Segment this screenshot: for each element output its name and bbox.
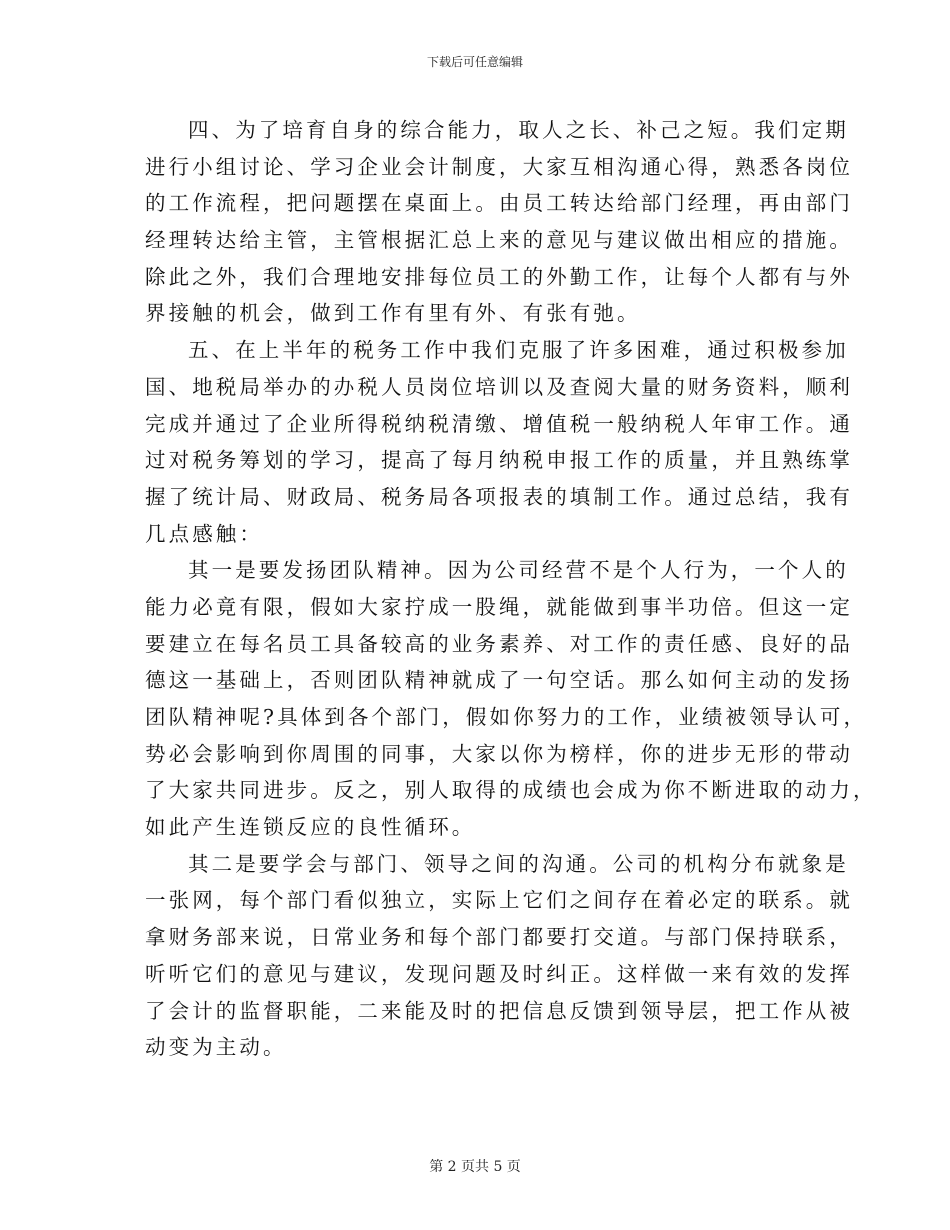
text-line: 的工作流程，把问题摆在桌面上。由员工转达给部门经理，再由部门 xyxy=(145,191,853,216)
text-line: 如此产生连锁反应的良性循环。 xyxy=(145,815,476,840)
text-line: 德这一基础上，否则团队精神就成了一句空话。那么如何主动的发扬 xyxy=(145,668,853,693)
text-line: 国、地税局举办的办税人员岗位培训以及查阅大量的财务资料，顺利 xyxy=(145,374,853,399)
text-line: 一张网，每个部门看似独立，实际上它们之间存在着必定的联系。就 xyxy=(145,888,853,913)
paragraph-4 xyxy=(145,112,853,332)
text-line: 势必会影响到你周围的同事，大家以你为榜样，你的进步无形的带动 xyxy=(145,741,853,766)
text-line: 听听它们的意见与建议，发现问题及时纠正。这样做一来有效的发挥 xyxy=(145,961,853,986)
text-line: 经理转达给主管，主管根据汇总上来的意见与建议做出相应的措施。 xyxy=(145,228,853,253)
page-footer: 第 2 页共 5 页 xyxy=(429,1159,521,1175)
text-line: 五、在上半年的税务工作中我们克服了许多困难，通过积极参加 xyxy=(188,338,849,363)
text-line: 过对税务筹划的学习，提高了每月纳税申报工作的质量，并且熟练掌 xyxy=(145,448,853,473)
text-line: 了大家共同进步。反之，别人取得的成绩也会成为你不断进取的动力， xyxy=(145,778,877,803)
text-line: 了会计的监督职能，二来能及时的把信息反馈到领导层，把工作从被 xyxy=(145,998,853,1023)
text-line: 拿财务部来说，日常业务和每个部门都要打交道。与部门保持联系， xyxy=(145,925,853,950)
text-line: 要建立在每名员工具备较高的业务素养、对工作的责任感、良好的品 xyxy=(145,631,853,656)
text-line: 团队精神呢?具体到各个部门，假如你努力的工作，业绩被领导认可， xyxy=(145,705,868,729)
text-line: 除此之外，我们合理地安排每位员工的外勤工作，让每个人都有与外 xyxy=(145,264,853,289)
text-line: 完成并通过了企业所得税纳税清缴、增值税一般纳税人年审工作。通 xyxy=(145,411,853,436)
text-line: 四、为了培育自身的综合能力，取人之长、补己之短。我们定期 xyxy=(188,118,849,142)
text-line: 进行小组讨论、学习企业会计制度，大家互相沟通心得，熟悉各岗位 xyxy=(145,154,853,179)
paragraph-team-spirit xyxy=(145,552,877,846)
text-line: 能力必竟有限，假如大家拧成一股绳，就能做到事半功倍。但这一定 xyxy=(145,594,853,619)
text-line: 界接触的机会，做到工作有里有外、有张有弛。 xyxy=(145,301,641,326)
paragraph-5 xyxy=(145,332,853,552)
text-line: 握了统计局、财政局、税务局各项报表的填制工作。通过总结，我有 xyxy=(145,484,853,509)
page-header: 下载后可任意编辑 xyxy=(426,55,523,69)
text-line: 动变为主动。 xyxy=(145,1035,287,1060)
document-body xyxy=(145,112,877,1066)
text-line: 其二是要学会与部门、领导之间的沟通。公司的机构分布就象是 xyxy=(188,851,849,876)
text-line: 几点感触： xyxy=(145,521,263,546)
text-line: 其一是要发扬团队精神。因为公司经营不是个人行为，一个人的 xyxy=(188,558,849,583)
paragraph-communication xyxy=(145,846,853,1066)
